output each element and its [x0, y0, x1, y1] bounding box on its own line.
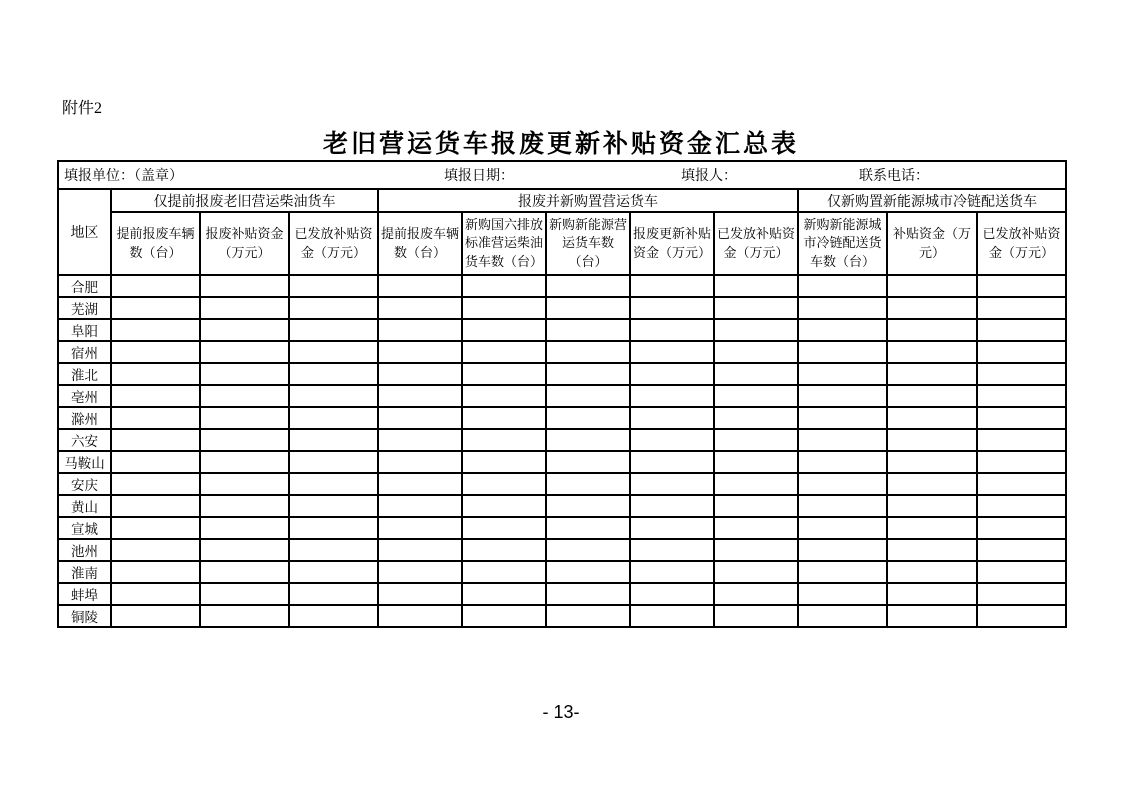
data-cell [378, 407, 462, 429]
data-cell [200, 407, 289, 429]
data-cell [798, 473, 887, 495]
data-cell [714, 429, 798, 451]
data-cell [111, 275, 200, 297]
form-phone-label: 联系电话： [859, 169, 929, 184]
data-cell [111, 429, 200, 451]
column-header-cell: 新购新能源营运货车数（台） [546, 212, 630, 275]
data-cell [546, 297, 630, 319]
data-cell [111, 407, 200, 429]
data-cell [378, 561, 462, 583]
column-header-cell: 报废更新补贴资金（万元） [630, 212, 714, 275]
data-cell [378, 385, 462, 407]
table-row [58, 297, 1066, 319]
data-cell [200, 429, 289, 451]
form-info-row [58, 161, 1066, 189]
data-cell [714, 605, 798, 627]
form-date-label: 填报日期： [444, 169, 514, 184]
data-cell [714, 319, 798, 341]
data-cell [630, 385, 714, 407]
data-cell [200, 363, 289, 385]
region-cell: 黄山 [58, 495, 111, 517]
data-cell [378, 495, 462, 517]
table-row [58, 363, 1066, 385]
data-cell [977, 583, 1066, 605]
data-cell [977, 319, 1066, 341]
data-cell [630, 363, 714, 385]
table-row [58, 495, 1066, 517]
data-cell [289, 297, 378, 319]
data-cell [887, 561, 977, 583]
data-cell [798, 451, 887, 473]
data-cell [546, 407, 630, 429]
data-cell [630, 451, 714, 473]
table-row [58, 385, 1066, 407]
data-cell [977, 517, 1066, 539]
table-row [58, 451, 1066, 473]
data-cell [630, 605, 714, 627]
data-cell [977, 407, 1066, 429]
data-cell [462, 451, 546, 473]
attachment-label: 附件2 [62, 100, 103, 117]
data-cell [630, 517, 714, 539]
data-cell [289, 473, 378, 495]
data-cell [378, 451, 462, 473]
table-row [58, 429, 1066, 451]
data-cell [111, 319, 200, 341]
data-cell [200, 583, 289, 605]
data-cell [887, 363, 977, 385]
table-row [58, 605, 1066, 627]
data-cell [378, 429, 462, 451]
data-cell [200, 517, 289, 539]
region-cell: 马鞍山 [58, 451, 111, 473]
column-header-cell: 提前报废车辆数（台） [378, 212, 462, 275]
data-cell [887, 583, 977, 605]
data-cell [630, 297, 714, 319]
column-header-cell: 已发放补贴资金（万元） [289, 212, 378, 275]
data-cell [462, 429, 546, 451]
data-cell [200, 319, 289, 341]
data-cell [378, 297, 462, 319]
data-cell [630, 319, 714, 341]
data-cell [111, 297, 200, 319]
data-cell [887, 297, 977, 319]
data-cell [798, 561, 887, 583]
data-cell [378, 341, 462, 363]
data-cell [630, 539, 714, 561]
data-cell [630, 341, 714, 363]
data-cell [546, 385, 630, 407]
data-cell [630, 561, 714, 583]
data-cell [378, 605, 462, 627]
region-cell: 亳州 [58, 385, 111, 407]
data-cell [462, 297, 546, 319]
data-cell [462, 473, 546, 495]
data-cell [887, 341, 977, 363]
data-cell [378, 583, 462, 605]
data-cell [714, 385, 798, 407]
data-cell [462, 517, 546, 539]
data-cell [111, 341, 200, 363]
data-cell [887, 495, 977, 517]
data-cell [111, 517, 200, 539]
data-cell [714, 297, 798, 319]
data-cell [714, 561, 798, 583]
data-cell [378, 539, 462, 561]
data-cell [887, 429, 977, 451]
region-cell: 池州 [58, 539, 111, 561]
column-header-cell: 已发放补贴资金（万元） [714, 212, 798, 275]
group-header-row [58, 189, 1066, 212]
data-cell [977, 561, 1066, 583]
data-cell [798, 385, 887, 407]
data-cell [887, 275, 977, 297]
data-cell [200, 561, 289, 583]
data-cell [200, 341, 289, 363]
region-cell: 合肥 [58, 275, 111, 297]
data-cell [546, 605, 630, 627]
data-cell [546, 319, 630, 341]
data-cell [289, 605, 378, 627]
data-cell [378, 319, 462, 341]
column-header-cell: 已发放补贴资金（万元） [977, 212, 1066, 275]
form-info-cell [58, 161, 1066, 189]
data-cell [200, 539, 289, 561]
data-cell [714, 539, 798, 561]
region-cell: 宣城 [58, 517, 111, 539]
data-cell [289, 363, 378, 385]
group-header-scrap-and-buy: 报废并新购置营运货车 [378, 189, 798, 212]
group-header-new-energy-only: 仅新购置新能源城市冷链配送货车 [798, 189, 1066, 212]
data-cell [200, 473, 289, 495]
data-cell [200, 605, 289, 627]
data-cell [289, 429, 378, 451]
region-cell: 淮北 [58, 363, 111, 385]
page-title: 老旧营运货车报废更新补贴资金汇总表 [322, 131, 799, 158]
table-row [58, 583, 1066, 605]
data-cell [462, 407, 546, 429]
data-cell [378, 363, 462, 385]
data-cell [111, 363, 200, 385]
form-unit-label: 填报单位：（盖章） [64, 169, 183, 184]
data-cell [462, 363, 546, 385]
data-cell [462, 495, 546, 517]
data-cell [977, 451, 1066, 473]
data-cell [111, 561, 200, 583]
data-cell [798, 407, 887, 429]
data-cell [887, 517, 977, 539]
table-row [58, 341, 1066, 363]
data-cell [462, 605, 546, 627]
region-cell: 淮南 [58, 561, 111, 583]
data-cell [977, 275, 1066, 297]
data-cell [977, 429, 1066, 451]
data-cell [111, 451, 200, 473]
data-cell [200, 297, 289, 319]
region-header-cell: 地区 [58, 189, 111, 275]
data-cell [546, 473, 630, 495]
region-cell: 阜阳 [58, 319, 111, 341]
data-cell [111, 583, 200, 605]
data-cell [887, 539, 977, 561]
data-cell [714, 473, 798, 495]
data-cell [378, 473, 462, 495]
data-cell [714, 517, 798, 539]
data-cell [289, 539, 378, 561]
data-cell [289, 451, 378, 473]
table-row [58, 319, 1066, 341]
data-cell [546, 451, 630, 473]
table-row [58, 561, 1066, 583]
data-cell [798, 495, 887, 517]
region-cell: 芜湖 [58, 297, 111, 319]
column-header-cell: 新购国六排放标准营运柴油货车数（台） [462, 212, 546, 275]
data-cell [200, 451, 289, 473]
data-cell [546, 275, 630, 297]
data-cell [111, 495, 200, 517]
data-cell [200, 275, 289, 297]
data-cell [714, 495, 798, 517]
data-cell [289, 407, 378, 429]
data-cell [546, 341, 630, 363]
data-cell [462, 385, 546, 407]
data-cell [977, 385, 1066, 407]
data-cell [977, 539, 1066, 561]
data-cell [546, 583, 630, 605]
data-cell [462, 341, 546, 363]
data-cell [630, 473, 714, 495]
data-cell [200, 495, 289, 517]
data-cell [714, 341, 798, 363]
table-row [58, 517, 1066, 539]
data-cell [630, 495, 714, 517]
data-cell [887, 385, 977, 407]
region-cell: 滁州 [58, 407, 111, 429]
data-cell [546, 495, 630, 517]
region-cell: 蚌埠 [58, 583, 111, 605]
data-cell [462, 583, 546, 605]
data-cell [289, 275, 378, 297]
data-cell [798, 297, 887, 319]
data-cell [546, 517, 630, 539]
data-cell [630, 407, 714, 429]
data-cell [798, 539, 887, 561]
data-cell [887, 319, 977, 341]
region-cell: 六安 [58, 429, 111, 451]
table-row [58, 473, 1066, 495]
data-cell [289, 319, 378, 341]
data-cell [714, 363, 798, 385]
data-cell [887, 473, 977, 495]
data-cell [798, 583, 887, 605]
data-cell [111, 385, 200, 407]
column-header-cell: 提前报废车辆数（台） [111, 212, 200, 275]
data-cell [977, 473, 1066, 495]
data-cell [977, 341, 1066, 363]
data-cell [289, 385, 378, 407]
data-cell [378, 275, 462, 297]
column-header-cell: 报废补贴资金（万元） [200, 212, 289, 275]
region-cell: 宿州 [58, 341, 111, 363]
subsidy-summary-table [57, 160, 1067, 628]
data-cell [111, 539, 200, 561]
table-row [58, 407, 1066, 429]
data-cell [289, 517, 378, 539]
region-cell: 安庆 [58, 473, 111, 495]
data-cell [630, 429, 714, 451]
column-header-cell: 补贴资金（万元） [887, 212, 977, 275]
data-cell [798, 341, 887, 363]
data-cell [289, 561, 378, 583]
data-cell [289, 583, 378, 605]
data-cell [798, 605, 887, 627]
data-cell [630, 583, 714, 605]
data-cell [798, 275, 887, 297]
data-cell [111, 605, 200, 627]
data-cell [714, 583, 798, 605]
data-cell [714, 451, 798, 473]
data-cell [798, 429, 887, 451]
data-cell [546, 561, 630, 583]
table-row [58, 275, 1066, 297]
data-cell [977, 363, 1066, 385]
data-cell [798, 363, 887, 385]
data-cell [462, 561, 546, 583]
data-cell [887, 451, 977, 473]
data-cell [289, 495, 378, 517]
data-cell [798, 319, 887, 341]
data-cell [462, 319, 546, 341]
data-cell [887, 605, 977, 627]
data-cell [378, 517, 462, 539]
region-cell: 铜陵 [58, 605, 111, 627]
data-cell [977, 495, 1066, 517]
page-number: - 13- [542, 702, 580, 722]
data-cell [714, 407, 798, 429]
data-cell [977, 605, 1066, 627]
column-header-row [58, 212, 1066, 275]
data-cell [630, 275, 714, 297]
data-cell [887, 407, 977, 429]
data-cell [546, 429, 630, 451]
data-cell [200, 385, 289, 407]
data-cell [462, 275, 546, 297]
column-header-cell: 新购新能源城市冷链配送货车数（台） [798, 212, 887, 275]
data-cell [714, 275, 798, 297]
form-person-label: 填报人： [681, 169, 737, 184]
data-cell [111, 473, 200, 495]
data-cell [798, 517, 887, 539]
data-cell [289, 341, 378, 363]
group-header-scrap-only: 仅提前报废老旧营运柴油货车 [111, 189, 378, 212]
data-cell [546, 363, 630, 385]
table-row [58, 539, 1066, 561]
data-cell [546, 539, 630, 561]
data-cell [462, 539, 546, 561]
data-cell [977, 297, 1066, 319]
